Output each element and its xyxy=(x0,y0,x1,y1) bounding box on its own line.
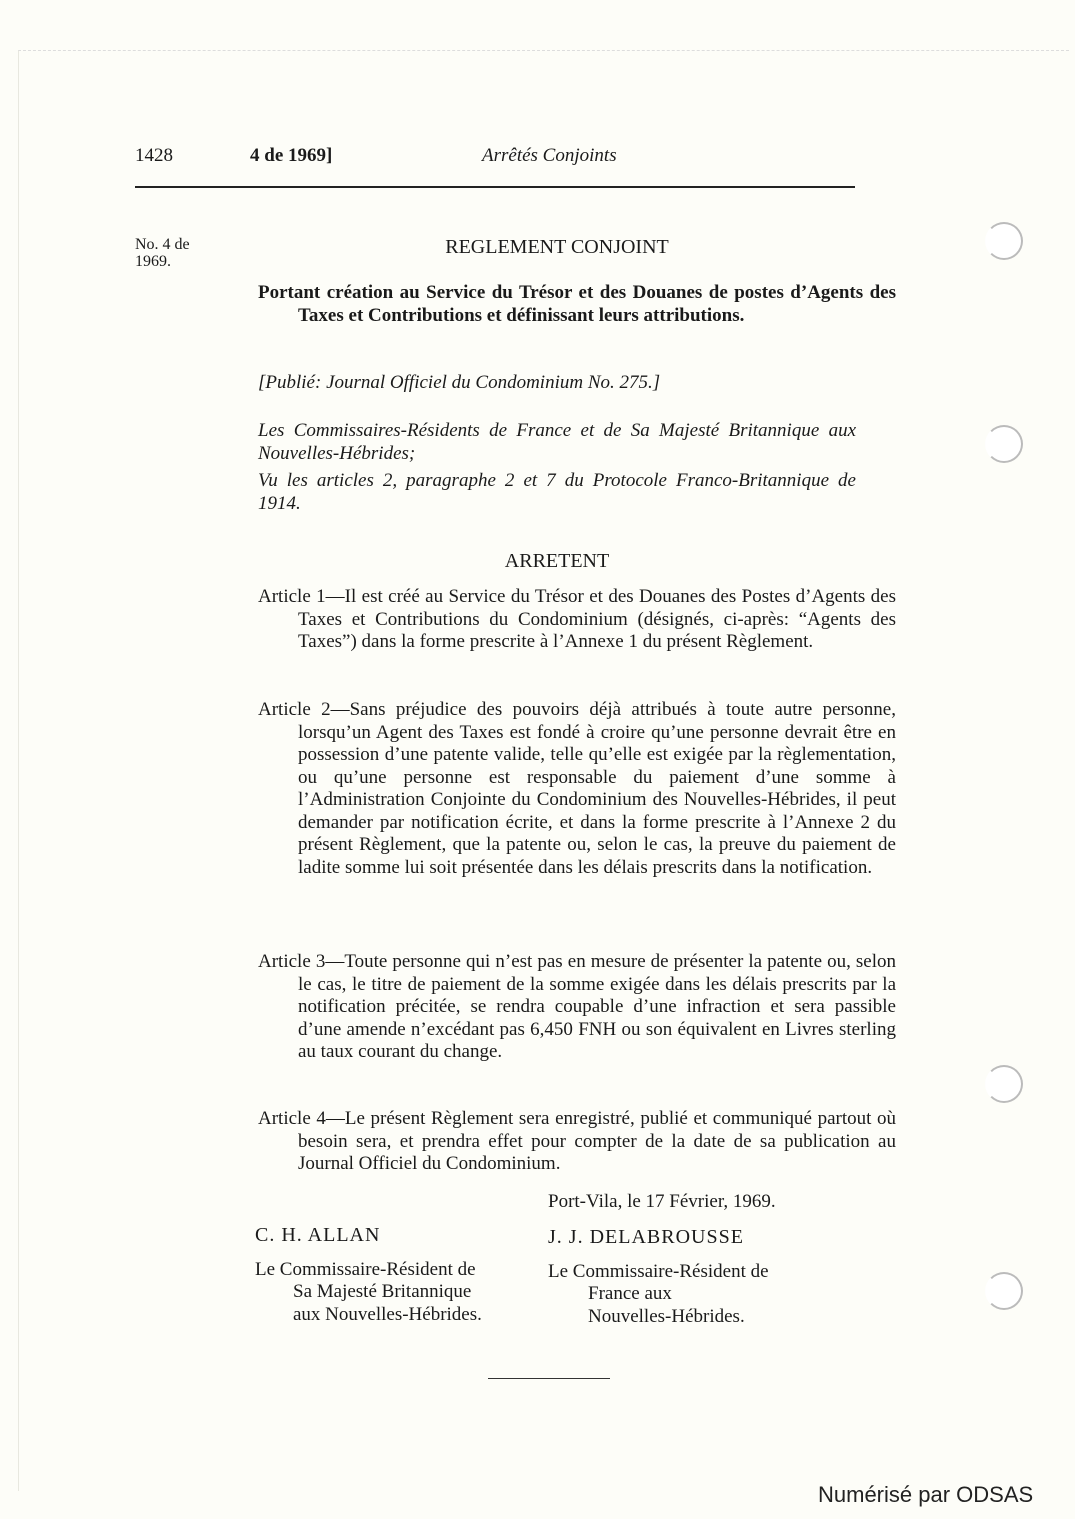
decree-heading: ARRETENT xyxy=(504,550,610,572)
digitization-credit: Numérisé par ODSAS xyxy=(818,1482,1034,1507)
place-date: Port-Vila, le 17 Février, 1969. xyxy=(548,1191,776,1212)
signatory-title-line: aux Nouvelles-Hébrides. xyxy=(293,1303,482,1325)
punch-hole-icon xyxy=(985,425,1023,463)
signatory-title-line: Nouvelles-Hébrides. xyxy=(588,1305,745,1327)
header-rule xyxy=(135,186,855,188)
running-title: Arrêtés Conjoints xyxy=(482,145,617,166)
signatory-name: C. H. ALLAN xyxy=(255,1224,381,1246)
subject: Portant création au Service du Trésor et des Douanes de postes d’Agents des Taxes et Contributions et définissant leurs attributions. xyxy=(258,282,896,326)
signatory-british xyxy=(255,1224,482,1326)
page-number: 1428 xyxy=(135,145,173,166)
signatory-french xyxy=(548,1226,769,1328)
end-rule xyxy=(488,1378,610,1379)
signatory-title-line: France aux xyxy=(588,1283,672,1304)
punch-hole-icon xyxy=(985,1272,1023,1310)
signatory-title-line: Sa Majesté Britannique xyxy=(293,1281,472,1302)
document-title: REGLEMENT CONJOINT xyxy=(445,236,669,258)
punch-hole-icon xyxy=(985,222,1023,260)
preamble-1: Les Commissaires-Résidents de France et de Sa Majesté Britannique aux Nouvelles-Hébrides; xyxy=(258,420,856,464)
article-1: Article 1—Il est créé au Service du Trésor et des Douanes des Postes d’Agents des Taxes et Contributions du Condominium (désignés, ci-après: “Agents des Taxes”) dans la forme prescrite à l’Annexe 1 du présent Règlement. xyxy=(258,586,896,652)
margin-note-line: No. 4 de xyxy=(135,236,190,253)
signatory-title-line: Le Commissaire-Résident de xyxy=(255,1258,476,1280)
article-2: Article 2—Sans préjudice des pouvoirs déjà attribués à toute autre personne, lorsqu’un Agent des Taxes est fondé à croire qu’une personne devrait être en possession d’une patente valide, telle qu’elle est exigée par la règlementation, ou qu’une personne est responsable du paiement d’une somme à l’Administration Conjointe du Condominium des Nouvelles-Hébrides, il peut demander par notification écrite, et dans la forme prescrite à l’Annexe 2 du présent Règlement, que la patente ou, selon le cas, la preuve du paiement de ladite somme lui soit présentée dans les délais prescrits dans la notification. xyxy=(258,699,896,878)
running-ref: 4 de 1969] xyxy=(250,145,333,166)
signatory-name: J. J. DELABROUSSE xyxy=(548,1226,744,1248)
margin-note xyxy=(135,236,190,270)
signatory-title-line: Le Commissaire-Résident de xyxy=(548,1260,769,1282)
preamble-2: Vu les articles 2, paragraphe 2 et 7 du Protocole Franco-Britannique de 1914. xyxy=(258,470,856,514)
article-3: Article 3—Toute personne qui n’est pas en mesure de présenter la patente ou, selon le cas, le titre de paiement de la somme exigée dans les délais prescrits par la notification précitée, se rendra coupable d’une infraction et sera passible d’une amende n’excédant pas 6,450 FNH ou son équivalent en Livres sterling au taux courant du change. xyxy=(258,951,896,1062)
publication-note: [Publié: Journal Officiel du Condominium No. 275.] xyxy=(258,372,661,393)
margin-note-line: 1969. xyxy=(135,253,171,270)
article-4: Article 4—Le présent Règlement sera enregistré, publié et communiqué partout où besoin sera, et prendra effet pour compter de la date de sa publication au Journal Officiel du Condominium. xyxy=(258,1108,896,1174)
punch-hole-icon xyxy=(985,1065,1023,1103)
